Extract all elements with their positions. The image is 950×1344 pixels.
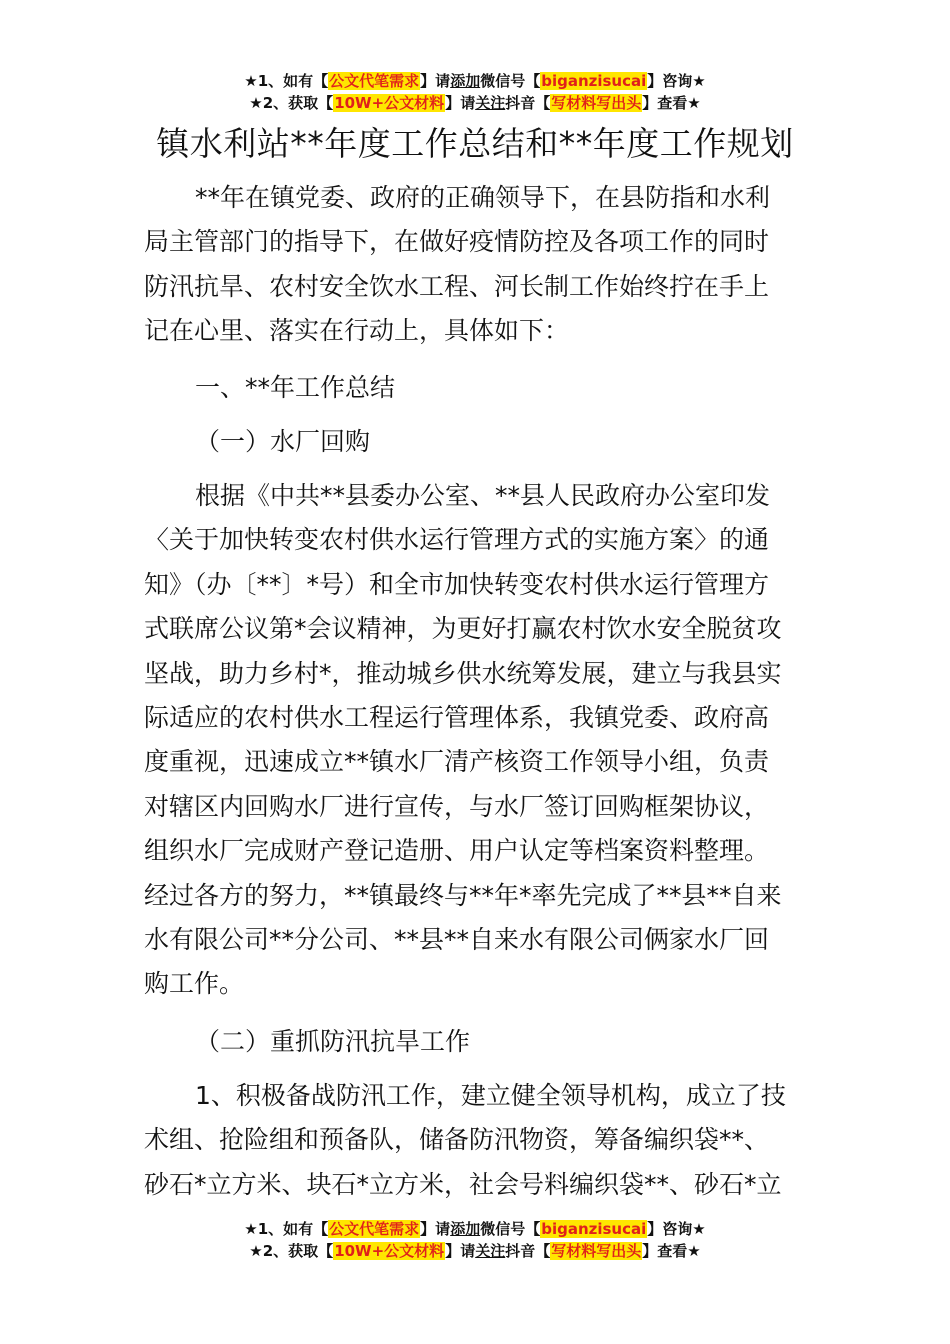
highlight-label: 10W+公文材料 bbox=[334, 94, 445, 112]
top-promo-banner bbox=[0, 70, 950, 114]
banner-line-1: ★1、如有【公文代笔需求】请添加微信号【biganzisucai】咨询★ bbox=[244, 1220, 706, 1238]
douyin-highlight: 写材料写出头 bbox=[551, 1242, 642, 1260]
wechat-id-highlight: biganzisucai bbox=[541, 72, 647, 90]
wechat-id-highlight: biganzisucai bbox=[541, 1220, 647, 1238]
bottom-promo-banner bbox=[0, 1218, 950, 1262]
highlight-label: 公文代笔需求 bbox=[329, 1220, 420, 1238]
highlight-label: 公文代笔需求 bbox=[329, 72, 420, 90]
intro-paragraph: **年在镇党委、政府的正确领导下，在县防指和水利 局主管部门的指导下，在做好疫情防控及各项工作的同时 防汛抗旱、农村安全饮水工程、河长制工作始终拧在手上 记在心里、落实在行动上，具体如下： bbox=[144, 183, 771, 346]
douyin-highlight: 写材料写出头 bbox=[551, 94, 642, 112]
banner-line-2: ★2、获取【10W+公文材料】请关注抖音【写材料写出头】查看★ bbox=[249, 94, 701, 112]
document-title: 镇水利站**年度工作总结和**年度工作规划 bbox=[156, 124, 794, 163]
highlight-label: 10W+公文材料 bbox=[334, 1242, 445, 1260]
banner-line-1: ★1、如有【公文代笔需求】请添加微信号【biganzisucai】咨询★ bbox=[244, 72, 706, 90]
paragraph-water-plant: 根据《中共**县委办公室、**县人民政府办公室印发 〈关于加快转变农村供水运行管理方式的实施方案〉的通 知》（办〔**〕*号）和全市加快转变农村供水运行管理方 式联席公议第*会议精神，为更好打赢农村饮水安全脱贫攻 坚战，助力乡村*，推动城乡供水统筹发展，建立与我县实 际适应的农村供水工程运行管理体系，我镇党委、政府高 度重视，迅速成立**镇水厂清产核资工作领导小组，负责 对辖区内回购水厂进行宣传，与水厂签订回购框架协议， 组织水厂完成财产登记造册、用户认定等档案资料整理。 经过各方的努力，**镇最终与**年*率先完成了**县**自来 水有限公司**分公司、**县**自来水有限公司俩家水厂回 购工作。 bbox=[144, 481, 782, 999]
subsection-heading-2: （二）重抓防汛抗旱工作 bbox=[195, 1027, 471, 1056]
section-heading-1: 一、**年工作总结 bbox=[195, 373, 396, 402]
paragraph-flood-control: 1、积极备战防汛工作，建立健全领导机构，成立了技 术组、抢险组和预备队，储备防汛物资，筹备编织袋**、 砂石*立方米、块石*立方米，社会号料编织袋**、砂石*立 bbox=[144, 1081, 786, 1199]
banner-line-2: ★2、获取【10W+公文材料】请关注抖音【写材料写出头】查看★ bbox=[249, 1242, 701, 1260]
subsection-heading-1: （一）水厂回购 bbox=[195, 427, 371, 456]
